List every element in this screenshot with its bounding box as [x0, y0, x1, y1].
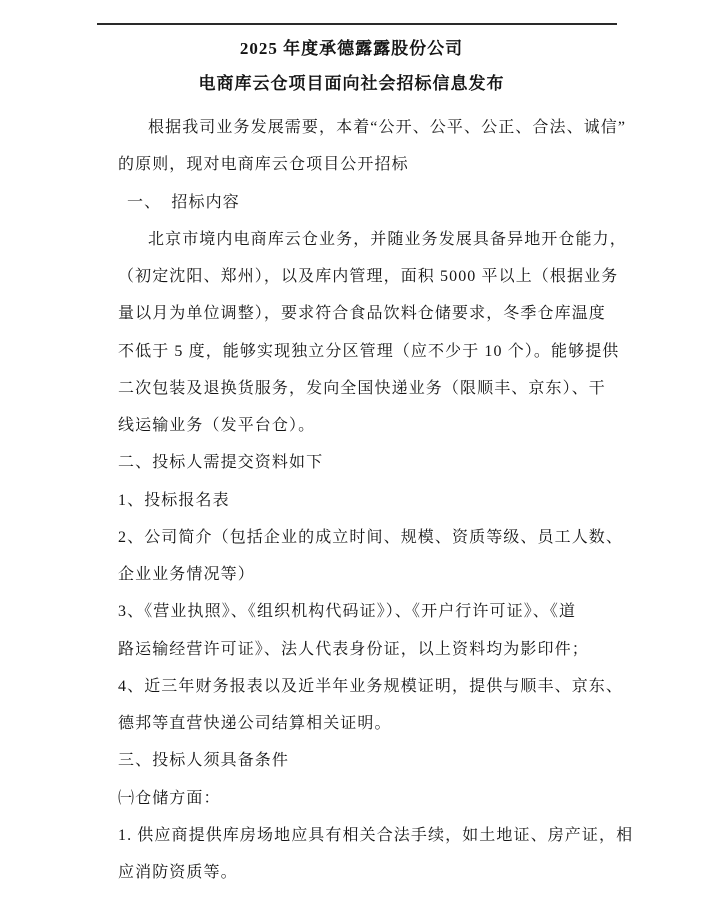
section-heading: 二、投标人需提交资料如下 [118, 454, 324, 472]
text-line: 的原则，现对电商库云仓项目公开招标 [118, 156, 409, 174]
document-body [118, 109, 634, 891]
section-heading: 三、投标人须具备条件 [118, 752, 290, 770]
section-heading: 一、 招标内容 [127, 193, 240, 211]
text-line: 北京市境内电商库云仓业务，并随业务发展具备异地开仓能力， [148, 230, 627, 248]
text-line: （初定沈阳、郑州），以及库内管理，面积 5000 平以上（根据业务 [118, 268, 619, 285]
list-item: 2、公司简介（包括企业的成立时间、规模、资质等级、员工人数、 [118, 528, 624, 546]
text-line: 德邦等直营快递公司结算相关证明。 [118, 715, 392, 732]
sub-heading: ㈠仓储方面： [118, 789, 221, 807]
text-line: 量以月为单位调整），要求符合食品饮料仓储要求，冬季仓库温度 [118, 305, 606, 323]
header-rule [97, 23, 617, 25]
document-title-line1: 2025 年度承德露露股份公司 [239, 39, 464, 58]
text-line: 应消防资质等。 [118, 864, 238, 881]
list-item: 1. 供应商提供库房场地应具有相关合法手续，如土地证、房产证，相 [118, 826, 634, 844]
text-line: 企业业务情况等） [118, 566, 255, 583]
text-line: 根据我司业务发展需要，本着“公开、公平、公正、合法、诚信” [148, 119, 627, 136]
text-line: 线运输业务（发平台仓）。 [118, 417, 316, 434]
document-title-line2: 电商库云仓项目面向社会招标信息发布 [198, 74, 505, 93]
list-item: 3、《营业执照》、《组织机构代码证》）、《开户行许可证》、《道 [118, 603, 577, 621]
text-line: 不低于 5 度，能够实现独立分区管理（应不少于 10 个）。能够提供 [118, 342, 620, 360]
list-item: 1、投标报名表 [118, 491, 230, 509]
text-line: 二次包装及退换货服务，发向全国快递业务（限顺丰、京东）、干 [118, 379, 606, 397]
text-line: 路运输经营许可证》、法人代表身份证，以上资料均为影印件； [118, 640, 589, 658]
list-item: 4、近三年财务报表以及近半年业务规模证明，提供与顺丰、京东、 [118, 677, 624, 695]
